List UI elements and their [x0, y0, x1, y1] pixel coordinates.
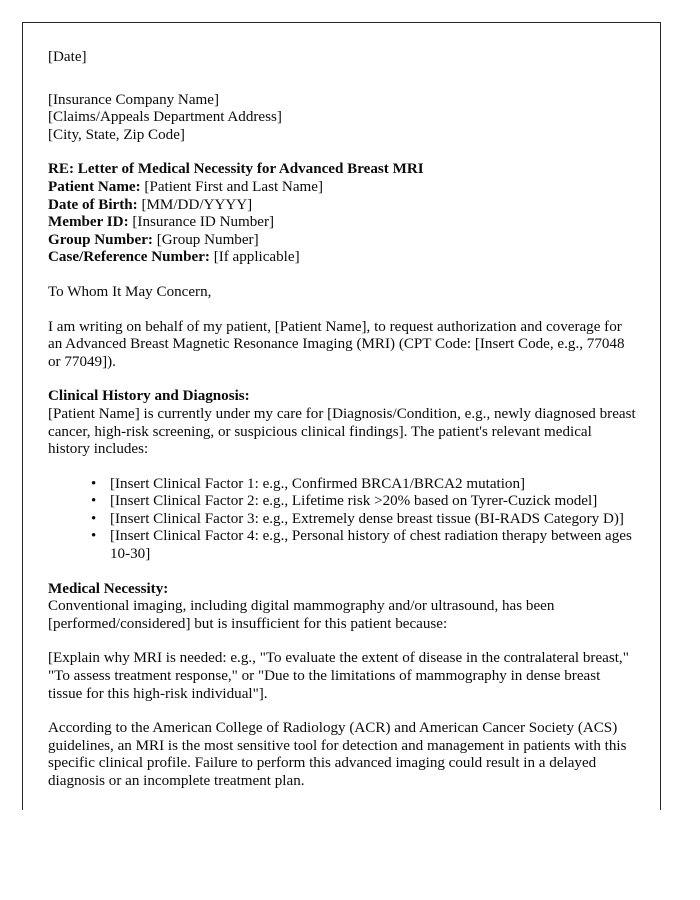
date-line: [Date] [48, 49, 87, 65]
recipient-city-state-zip: [City, State, Zip Code] [48, 126, 185, 143]
list-item: • [Insert Clinical Factor 4: e.g., Personal history of chest radiation therapy between ages 10-30] [99, 528, 636, 563]
recipient-department: [Claims/Appeals Department Address] [48, 109, 282, 126]
case-reference-value: [If applicable] [213, 249, 300, 266]
case-reference-label: Case/Reference Number: [48, 249, 210, 266]
spacer [48, 564, 636, 581]
patient-name-value: [Patient First and Last Name] [144, 178, 323, 195]
document-body [23, 23, 660, 791]
medical-necessity-heading: Medical Necessity: [48, 580, 169, 597]
spacer [48, 633, 636, 650]
date-of-birth-line [48, 197, 636, 215]
clinical-history-heading: Clinical History and Diagnosis: [48, 388, 250, 405]
spacer [48, 267, 636, 284]
spacer [48, 371, 636, 388]
spacer [48, 302, 636, 319]
member-id-value: [Insurance ID Number] [132, 214, 275, 231]
member-id-line [48, 214, 636, 232]
date-of-birth-value: [MM/DD/YYYY] [141, 196, 253, 213]
intro-paragraph: I am writing on behalf of my patient, [Patient Name], to request authorization and coverage for an Advanced Breast Magnetic Resonance Imaging (MRI) (CPT Code: [Insert Code, e.g., 77048 or 77049]). [48, 318, 625, 370]
group-number-label: Group Number: [48, 231, 153, 248]
patient-name-line [48, 179, 636, 197]
subject-re-value: Letter of Medical Necessity for Advanced Breast MRI [77, 161, 424, 178]
medical-necessity-paragraph-3: According to the American College of Radiology (ACR) and American Cancer Society (ACS) guidelines, an MRI is the most sensitive tool for detection and management in patients with this specific clinical profile. Failure to perform this advanced imaging could result in a delayed diagnosis or an incomplete treatment plan. [48, 720, 627, 789]
spacer [48, 67, 636, 92]
medical-necessity-paragraph-2: [Explain why MRI is needed: e.g., "To evaluate the extent of disease in the contralateral breast," "To assess treatment response," or "Due to the limitations of mammography in dense breast tissue for this high-risk individual"]. [48, 650, 629, 702]
list-item: • [Insert Clinical Factor 2: e.g., Lifetime risk >20% based on Tyrer-Cuzick model] [99, 493, 636, 511]
spacer [48, 459, 636, 476]
clinical-history-paragraph: [Patient Name] is currently under my care for [Diagnosis/Condition, e.g., newly diagnosed breast cancer, high-risk screening, or suspicious clinical findings]. The patient's relevant medical history includes: [48, 405, 636, 458]
list-item: • [Insert Clinical Factor 1: e.g., Confirmed BRCA1/BRCA2 mutation] [99, 476, 636, 494]
document-page [22, 22, 661, 810]
spacer [48, 144, 636, 161]
salutation: To Whom It May Concern, [48, 283, 212, 300]
patient-name-label: Patient Name: [48, 178, 141, 195]
date-of-birth-label: Date of Birth: [48, 196, 138, 213]
clinical-factor-list [48, 476, 636, 564]
list-item: • [Insert Clinical Factor 3: e.g., Extremely dense breast tissue (BI-RADS Category D)] [99, 511, 636, 529]
group-number-line [48, 232, 636, 250]
subject-re-line [48, 161, 636, 179]
subject-re-label: RE: [48, 161, 74, 178]
spacer [48, 703, 636, 720]
medical-necessity-paragraph-1: Conventional imaging, including digital mammography and/or ultrasound, has been [performed/considered] but is insufficient for this patient because: [48, 598, 555, 632]
recipient-company: [Insurance Company Name] [48, 91, 219, 108]
member-id-label: Member ID: [48, 214, 129, 231]
group-number-value: [Group Number] [156, 231, 259, 248]
case-reference-line [48, 249, 636, 267]
